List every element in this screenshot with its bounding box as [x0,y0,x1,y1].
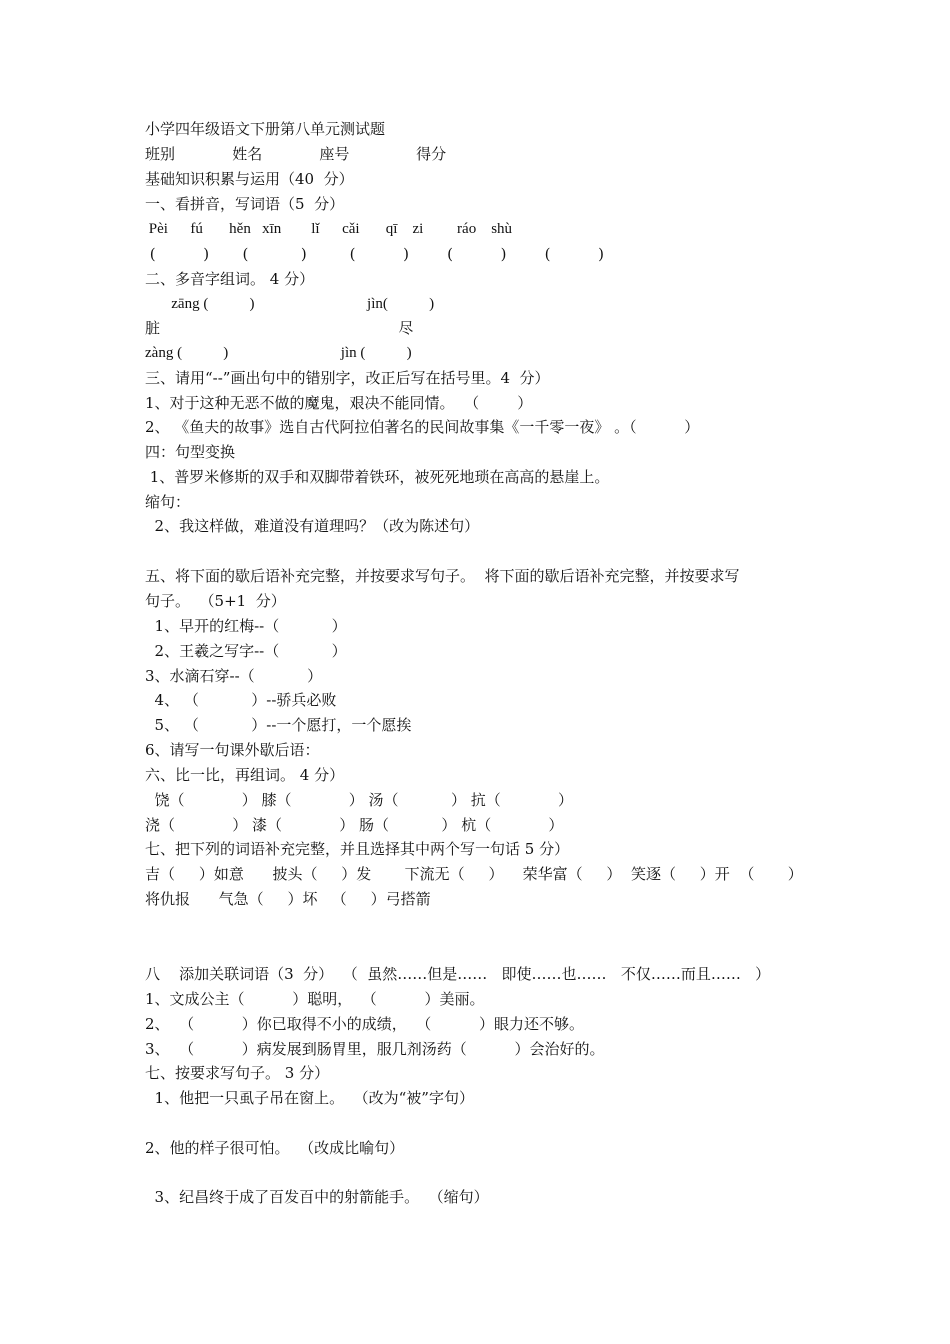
q5-item2: 2、王羲之写字--（ ） [145,642,347,660]
section-basic-heading: 基础知识积累与运用（40 分） [145,170,354,188]
q9-heading: 七、按要求写句子。 3 分） [145,1064,330,1082]
q2-heading: 二、多音字组词。 4 分） [145,270,315,288]
q5-item4: 4、 （ ）--骄兵必败 [145,691,337,709]
q4-item2: 2、我这样做，难道没有道理吗？（改为陈述句） [145,517,480,535]
q5-item3: 3、水滴石穿--（ ） [145,667,323,685]
q4-item1: 1、普罗米修斯的双手和双脚带着铁环，被死死地琐在高高的悬崖上。 [145,468,610,486]
page-title: 小学四年级语文下册第八单元测试题 [145,120,386,138]
q9-item1: 1、他把一只虱子吊在窗上。 （改为“被”字句） [145,1089,474,1107]
q8-item1: 1、文成公主（ ）聪明， （ ）美丽。 [145,990,485,1008]
q4-heading: 四：句型变换 [145,443,236,461]
q8-heading: 八 添加关联词语（3 分） （ 虽然……但是…… 即使……也…… 不仅……而且…… ） [145,965,771,983]
q6-heading: 六、比一比，再组词。 4 分） [145,766,345,784]
q9-item3: 3、纪昌终于成了百发百中的射箭能手。 （缩句） [145,1188,489,1206]
q4-shrink-label: 缩句： [145,493,191,511]
q9-item2: 2、他的样子很可怕。 （改成比喻句） [145,1139,405,1157]
q6-row2: 浇（ ） 漆（ ） 肠（ ） 杭（ ） [145,816,564,834]
q2-line1: zāng ( ) jìn( ) [145,296,435,312]
q5-heading-line1: 五、将下面的歇后语补充完整，并按要求写句子。 将下面的歇后语补充完整，并按要求写 [145,567,740,585]
q5-item1: 1、早开的红梅--（ ） [145,617,347,635]
q2-line3: zàng ( ) jìn ( ) [145,345,412,361]
q5-item5: 5、 （ ）--一个愿打，一个愿挨 [145,716,412,734]
q3-heading: 三、请用“--”画出句中的错别字，改正后写在括号里。4 分） [145,369,550,387]
q5-item6: 6、请写一句课外歇后语： [145,741,320,759]
q7-heading: 七、把下列的词语补充完整，并且选择其中两个写一句话 5 分） [145,840,570,858]
q6-row1: 饶（ ） 膝（ ） 汤（ ） 抗（ ） [145,791,573,809]
q3-item2: 2、 《鱼夫的故事》选自古代阿拉伯著名的民间故事集《一千零一夜》 。（ ） [145,418,700,436]
q7-row2: 将仇报 气急（ ）坏 （ ）弓搭箭 [145,890,431,908]
q1-heading: 一、看拼音，写词语（5 分） [145,195,345,213]
q3-item1: 1、对于这种无恶不做的魔鬼，艰决不能同情。 （ ） [145,394,533,412]
q1-pinyin: Pèi fú hěn xīn lǐ cǎi qī zi ráo shù [145,221,513,237]
q5-heading-line2: 句子。 （5+1 分） [145,592,286,610]
q2-line2: 脏 尽 [145,319,414,337]
q8-item3: 3、 （ ）病发展到肠胃里，服几剂汤药（ ）会治好的。 [145,1040,605,1058]
q7-row1: 吉（ ）如意 披头（ ）发 下流无（ ） 荣华富（ ） 笑逐（ ）开 （ ） [145,865,803,883]
q8-item2: 2、 （ ）你已取得不小的成绩， （ ）眼力还不够。 [145,1015,584,1033]
header-fields: 班别 姓名 座号 得分 [145,145,447,163]
q1-brackets: ( ) ( ) ( ) ( ) ( ) [145,245,605,263]
